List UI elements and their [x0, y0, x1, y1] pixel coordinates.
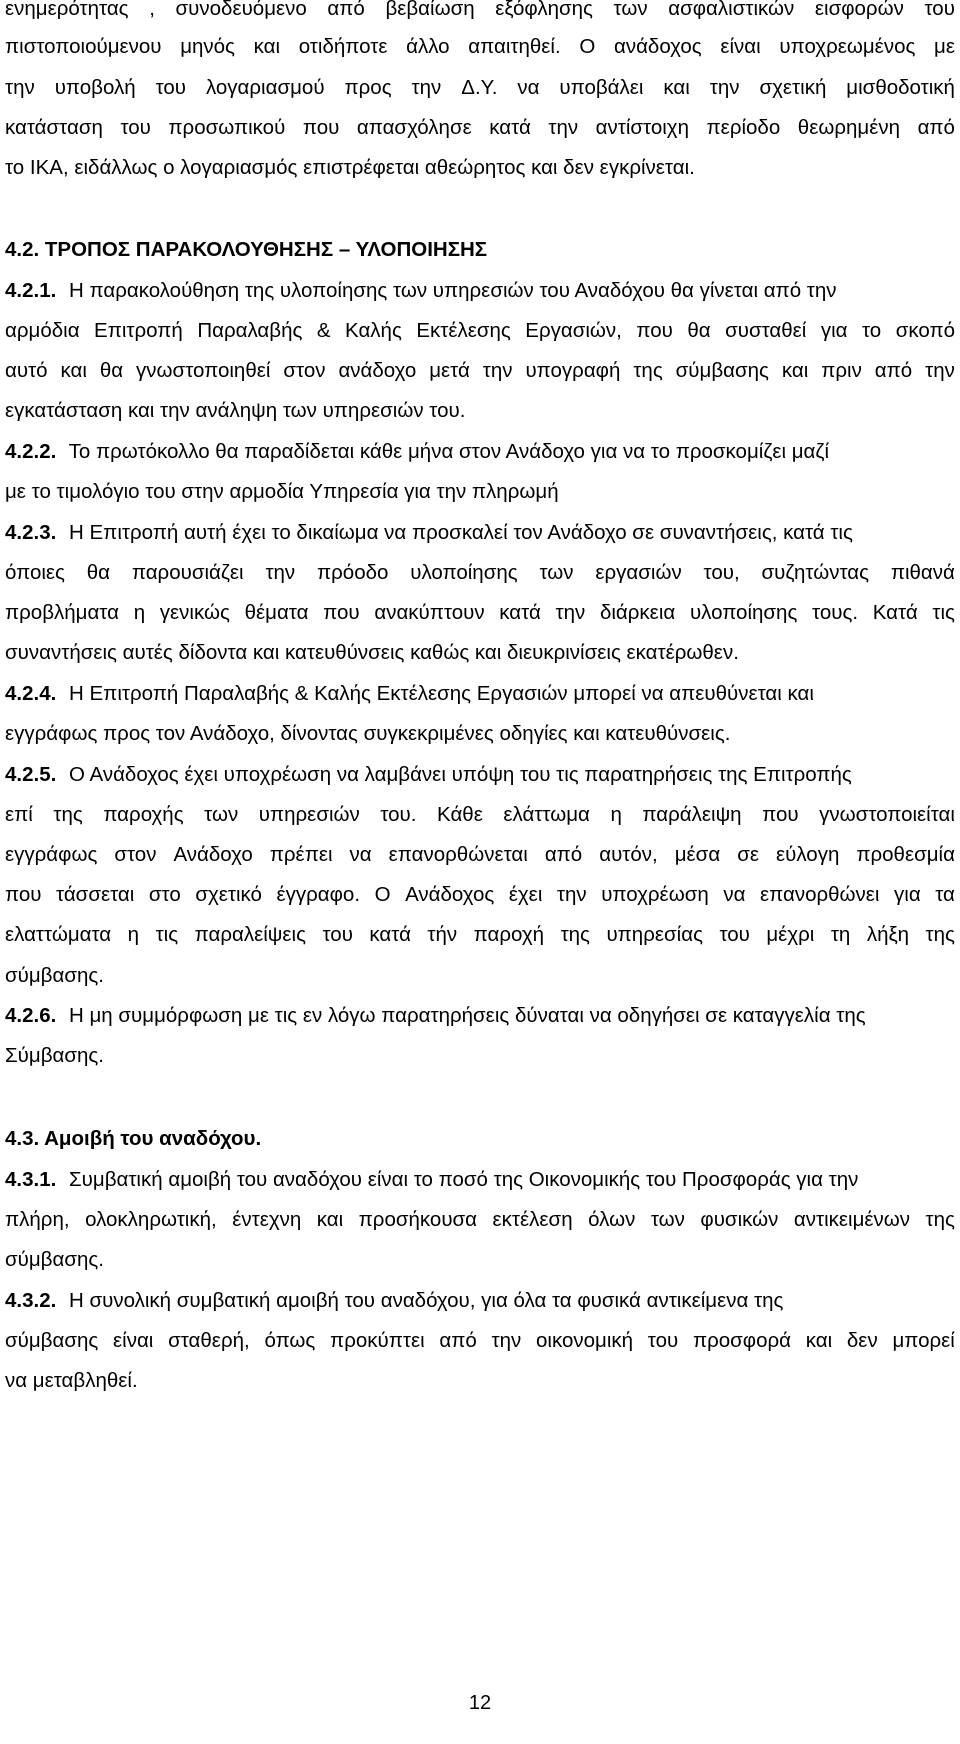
word: αυτό [5, 359, 48, 382]
word: από [439, 1329, 477, 1352]
word: οικονομική [536, 1329, 634, 1352]
word: που [302, 116, 340, 139]
word: Ο [374, 883, 391, 906]
paragraph-number: 4.3.1. [5, 1168, 57, 1191]
word: από [874, 359, 913, 382]
word: να [723, 883, 746, 906]
word: να [517, 76, 540, 99]
word: που [636, 319, 673, 342]
word: για [894, 883, 921, 906]
word: τήν [427, 923, 458, 946]
word: παροχή [473, 923, 545, 946]
word: παροχής [103, 803, 184, 826]
word: βεβαίωση [385, 0, 475, 20]
intro-line [5, 34, 955, 60]
word: Καλής [345, 319, 402, 342]
word: την [265, 561, 296, 584]
word: η [610, 803, 622, 826]
word: λήξη [866, 923, 910, 946]
word: σύμβασης [675, 359, 769, 382]
word: απαιτηθεί. [468, 35, 561, 58]
paragraph-line [5, 1328, 955, 1354]
word: Παραλαβής [197, 319, 303, 342]
word: να [349, 843, 372, 866]
word: εκτέλεση [492, 1208, 573, 1231]
word: γνωστοποιηθεί [136, 359, 271, 382]
word: περίοδο [706, 116, 781, 139]
word: των [650, 1208, 685, 1231]
word: Ο [579, 35, 596, 58]
paragraph-line: με το τιμολόγιο του στην αρμοδία Υπηρεσία για την πληρωμή [5, 480, 559, 503]
word: υπογραφή [525, 359, 621, 382]
word: είναι [113, 1329, 154, 1352]
word: από [544, 843, 583, 866]
section-heading-4-2: 4.2. ΤΡΟΠΟΣ ΠΑΡΑΚΟΛΟΥΘΗΣΗΣ – ΥΛΟΠΟΙΗΣΗΣ [5, 238, 488, 261]
word: απασχόλησε [356, 116, 472, 139]
word: πιστοποιούμενου [5, 35, 162, 58]
word: υπηρεσιών [258, 803, 360, 826]
word: από [327, 0, 365, 20]
paragraph-first-line [5, 681, 955, 707]
word: Ανάδοχο [173, 843, 253, 866]
word: φυσικών [700, 1208, 779, 1231]
word: την [5, 76, 35, 99]
word: τους. [812, 601, 859, 624]
word: της [560, 923, 590, 946]
word: Ανάδοχος [405, 883, 495, 906]
word: θα [86, 561, 111, 584]
word: του [155, 76, 186, 99]
word: υποχρέωση [601, 883, 709, 906]
section-heading-4-3: 4.3. Αμοιβή του αναδόχου. [5, 1127, 262, 1150]
word: αρμόδια [5, 319, 80, 342]
paragraph-line [5, 358, 955, 384]
word: την [556, 883, 587, 906]
word: & [316, 319, 331, 342]
word: του [120, 116, 151, 139]
word: τις [932, 601, 955, 624]
word: πρόοδο [317, 561, 389, 584]
word: προσήκουσα [358, 1208, 478, 1231]
word: τις [155, 923, 179, 946]
word: τα [935, 883, 955, 906]
word: από [917, 116, 955, 139]
word: έχει [508, 883, 543, 906]
paragraph-line: εγγράφως προς τον Ανάδοχο, δίνοντας συγκεκριμένες οδηγίες και κατευθύνσεις. [5, 722, 731, 745]
word: Εργασιών, [525, 319, 622, 342]
word: σε [737, 843, 759, 866]
word: της [925, 923, 955, 946]
word: εισφορών [814, 0, 904, 20]
paragraph-text: Η παρακολούθηση της υλοποίησης των υπηρεσιών του Αναδόχου θα γίνεται από την [69, 279, 837, 302]
word: μπορεί [892, 1329, 955, 1352]
word: μηνός [180, 35, 235, 58]
paragraph-line [5, 842, 955, 868]
word: υλοποίησης [689, 601, 798, 624]
word: υποχρεωμένος [779, 35, 916, 58]
word: την [548, 116, 579, 139]
intro-line [5, 115, 955, 141]
word: τη [830, 923, 851, 946]
word: κατά [489, 116, 531, 139]
word: που [323, 601, 360, 624]
word: ανακύπτουν [374, 601, 485, 624]
word: του. [380, 803, 417, 826]
word: πρέπει [269, 843, 333, 866]
word: σχετική [759, 76, 827, 99]
word: στον [114, 843, 157, 866]
word: προσωπικού [168, 116, 286, 139]
word: μέχρι [766, 923, 815, 946]
word: επανορθώνει [759, 883, 880, 906]
word: μέσα [674, 843, 721, 866]
word: θέματα [244, 601, 309, 624]
word: συσταθεί [725, 319, 807, 342]
word: Επιτροπή [94, 319, 183, 342]
word: Κάθε [437, 803, 483, 826]
word: οτιδήποτε [298, 35, 388, 58]
word: πριν [821, 359, 862, 382]
word: την [482, 359, 513, 382]
word: θεωρημένη [797, 116, 901, 139]
paragraph-first-line [5, 1003, 955, 1029]
word: του [924, 0, 955, 20]
word: υπηρεσίας [606, 923, 703, 946]
word: Εκτέλεσης [416, 319, 511, 342]
word: διάρκεια [599, 601, 676, 624]
word: των [539, 561, 574, 584]
word: του, [703, 561, 740, 584]
word: που [762, 803, 799, 826]
word: κατάσταση [5, 116, 103, 139]
word: εύλογη [776, 843, 840, 866]
word: παράλειψη [642, 803, 742, 826]
word: σύμβασης [5, 1329, 99, 1352]
word: επί [5, 803, 33, 826]
word: και [253, 35, 281, 58]
paragraph-number: 4.3.2. [5, 1289, 57, 1312]
word: του [719, 923, 750, 946]
word: υποβάλει [559, 76, 644, 99]
word: και [316, 1208, 344, 1231]
word: της [925, 1208, 955, 1231]
word: ασφαλιστικών [668, 0, 795, 20]
paragraph-line [5, 560, 955, 586]
word: παραλείψεις [194, 923, 306, 946]
intro-line: το ΙΚΑ, ειδάλλως ο λογαριασμός επιστρέφεται αθεώρητος και δεν εγκρίνεται. [5, 156, 695, 179]
word: δεν [846, 1329, 878, 1352]
word: προς [344, 76, 392, 99]
word: επανορθώνεται [388, 843, 528, 866]
word: όλων [588, 1208, 636, 1231]
word: εγγράφως [5, 843, 98, 866]
word: υλοποίησης [410, 561, 518, 584]
word: αυτόν, [599, 843, 658, 866]
intro-line [5, 75, 955, 101]
word: , [149, 0, 155, 20]
word: αντίστοιχη [595, 116, 689, 139]
paragraph-number: 4.2.2. [5, 440, 57, 463]
word: άλλο [406, 35, 450, 58]
paragraph-number: 4.2.1. [5, 279, 57, 302]
word: πλήρη, [5, 1208, 70, 1231]
word: ενημερότητας [5, 0, 129, 20]
word: στον [283, 359, 326, 382]
word: προκύπτει [330, 1329, 425, 1352]
paragraph-text: Η Επιτροπή Παραλαβής & Καλής Εκτέλεσης Εργασιών μπορεί να απευθύνεται και [69, 682, 814, 705]
word: σχετικό [195, 883, 262, 906]
paragraph-text: Ο Ανάδοχος έχει υποχρέωση να λαμβάνει υπόψη του τις παρατηρήσεις της Επιτροπής [69, 763, 852, 786]
word: συζητώντας [761, 561, 870, 584]
word: γνωστοποιείται [819, 803, 955, 826]
word: το [861, 319, 882, 342]
word: την [709, 76, 740, 99]
word: θα [99, 359, 124, 382]
intro-line [5, 0, 955, 22]
word: για [820, 319, 848, 342]
word: εξόφλησης [495, 0, 593, 20]
word: είναι [720, 35, 761, 58]
word: γενικώς [159, 601, 230, 624]
paragraph-line [5, 882, 955, 908]
word: Κατά [872, 601, 918, 624]
word: ελάττωμα [503, 803, 590, 826]
word: η [127, 923, 140, 946]
paragraph-number: 4.2.6. [5, 1004, 57, 1027]
word: μετά [429, 359, 470, 382]
word: θα [687, 319, 711, 342]
word: και [805, 1329, 833, 1352]
word: αντικειμένων [793, 1208, 911, 1231]
word: σκοπό [895, 319, 955, 342]
word: την [411, 76, 442, 99]
word: την [555, 601, 586, 624]
paragraph-first-line [5, 762, 955, 788]
word: της [53, 803, 83, 826]
word: και [60, 359, 87, 382]
word: των [613, 0, 648, 20]
paragraph-first-line [5, 1167, 955, 1193]
paragraph-text: Το πρωτόκολλο θα παραδίδεται κάθε μήνα στον Ανάδοχο για να το προσκομίζει μαζί [68, 440, 830, 463]
word: υποβολή [54, 76, 136, 99]
word: σταθερή, [168, 1329, 250, 1352]
paragraph-line [5, 922, 955, 948]
paragraph-line: εγκατάσταση και την ανάληψη των υπηρεσιών του. [5, 399, 466, 422]
paragraph-line [5, 318, 955, 344]
paragraph-line: να μεταβληθεί. [5, 1369, 138, 1392]
paragraph-first-line [5, 520, 955, 546]
word: στο [148, 883, 181, 906]
word: ελαττώματα [5, 923, 112, 946]
word: η [133, 601, 146, 624]
word: του [647, 1329, 679, 1352]
word: έντεχνη [232, 1208, 302, 1231]
word: με [934, 35, 955, 58]
paragraph-line [5, 1207, 955, 1233]
paragraph-first-line [5, 1288, 955, 1314]
word: προθεσμία [856, 843, 955, 866]
word: όπως [264, 1329, 316, 1352]
paragraph-text: Συμβατική αμοιβή του αναδόχου είναι το ποσό της Οικονομικής του Προσφοράς για την [69, 1168, 859, 1191]
word: που [5, 883, 42, 906]
paragraph-first-line [5, 439, 955, 465]
word: της [633, 359, 663, 382]
paragraph-number: 4.2.4. [5, 682, 57, 705]
word: την [925, 359, 955, 382]
word: ολοκληρωτική, [85, 1208, 217, 1231]
word: την [491, 1329, 522, 1352]
paragraph-line: σύμβασης. [5, 1248, 104, 1271]
word: όποιες [5, 561, 65, 584]
paragraph-text: Η μη συμμόρφωση με τις εν λόγω παρατηρήσεις δύναται να οδηγήσει σε καταγγελία της [69, 1004, 866, 1027]
word: τάσσεται [56, 883, 135, 906]
word: κατά [369, 923, 411, 946]
word: εργασιών [595, 561, 682, 584]
paragraph-line: συναντήσεις αυτές δίδοντα και κατευθύνσεις καθώς και διευκρινίσεις εκατέρωθεν. [5, 641, 739, 664]
word: παρουσιάζει [131, 561, 244, 584]
word: των [204, 803, 239, 826]
paragraph-line [5, 802, 955, 828]
page-number: 12 [468, 1692, 492, 1714]
paragraph-number: 4.2.3. [5, 521, 57, 544]
word: κατά [499, 601, 541, 624]
paragraph-line [5, 600, 955, 626]
paragraph-first-line [5, 278, 955, 304]
word: συνοδευόμενο [175, 0, 307, 20]
word: του [322, 923, 353, 946]
word: πιθανά [890, 561, 955, 584]
paragraph-text: Η συνολική συμβατική αμοιβή του αναδόχου, για όλα τα φυσικά αντικείμενα της [69, 1289, 784, 1312]
word: και [663, 76, 690, 99]
paragraph-number: 4.2.5. [5, 763, 57, 786]
word: προσφορά [692, 1329, 792, 1352]
paragraph-line: σύμβασης. [5, 964, 104, 987]
word: προβλήματα [5, 601, 119, 624]
word: μισθοδοτική [846, 76, 955, 99]
word: έγγραφο. [276, 883, 361, 906]
word: Δ.Υ. [461, 76, 498, 99]
word: ανάδοχος [613, 35, 702, 58]
paragraph-line: Σύμβασης. [5, 1044, 104, 1067]
word: ανάδοχο [338, 359, 417, 382]
word: λογαριασμού [205, 76, 325, 99]
word: και [781, 359, 809, 382]
paragraph-text: Η Επιτροπή αυτή έχει το δικαίωμα να προσκαλεί τον Ανάδοχο σε συναντήσεις, κατά τις [69, 521, 853, 544]
